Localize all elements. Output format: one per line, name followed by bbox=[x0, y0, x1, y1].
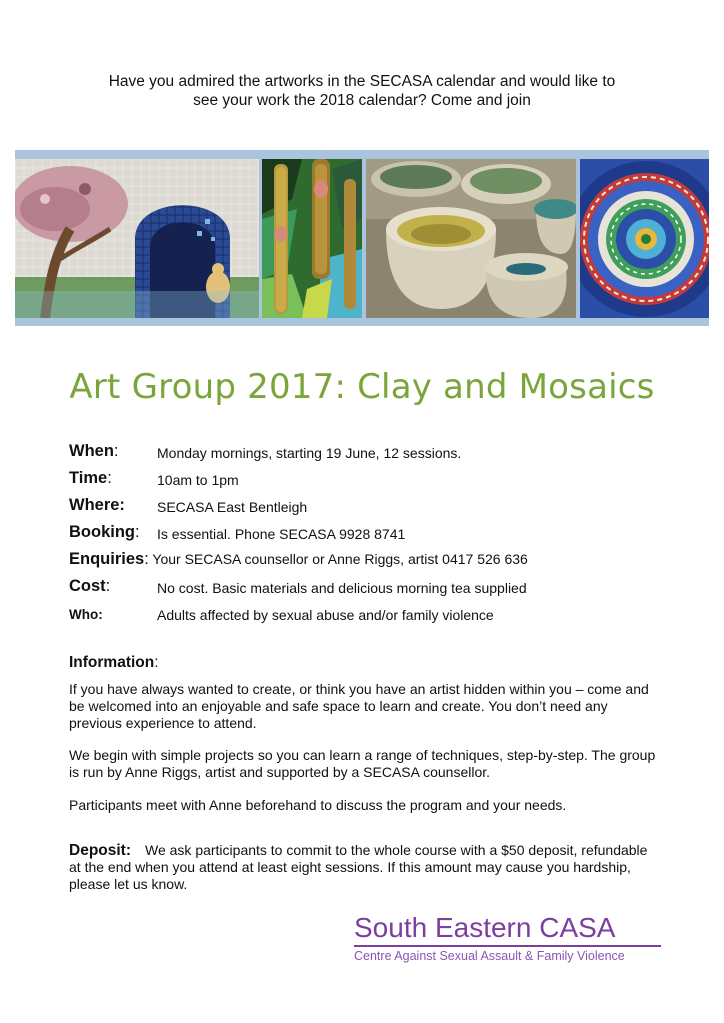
information-heading: Information: bbox=[69, 654, 159, 671]
detail-value-enquiries: Your SECASA counsellor or Anne Riggs, artist 0417 526 636 bbox=[148, 551, 528, 567]
detail-when: When: Monday mornings, starting 19 June, 12 sessions. bbox=[69, 442, 462, 461]
detail-where bbox=[69, 496, 689, 523]
banner-panel-tree-mosaic bbox=[15, 159, 259, 318]
detail-value-where: SECASA East Bentleigh bbox=[157, 499, 308, 515]
detail-cost: Cost: No cost. Basic materials and delicious morning tea supplied bbox=[69, 577, 527, 596]
detail-booking: Booking: Is essential. Phone SECASA 9928 8741 bbox=[69, 523, 406, 542]
banner-panel-clay-bowls bbox=[366, 159, 576, 318]
banner-panel-figures-mosaic bbox=[262, 159, 362, 318]
deposit-section bbox=[69, 842, 659, 893]
detail-label-who: Who: bbox=[69, 607, 103, 622]
detail-label-enquiries: Enquiries bbox=[69, 550, 145, 568]
detail-label-when: When bbox=[69, 442, 114, 460]
detail-time: Time: 10am to 1pm bbox=[69, 469, 239, 488]
deposit-text: We ask participants to commit to the whole course with a $50 deposit, refundable at the end when you attend at least eight sessions. If this amount may cause you hardship, please let us know. bbox=[69, 842, 648, 892]
deposit-label: Deposit: bbox=[69, 842, 131, 859]
secasa-logo bbox=[354, 912, 674, 963]
intro-line-2: see your work the 2018 calendar? Come and join bbox=[193, 92, 531, 109]
detail-label-time: Time bbox=[69, 469, 108, 487]
intro-line-1: Have you admired the artworks in the SECASA calendar and would like to bbox=[108, 73, 616, 90]
event-details bbox=[69, 442, 689, 631]
information-body bbox=[69, 681, 659, 830]
detail-value-booking: Is essential. Phone SECASA 9928 8741 bbox=[157, 526, 406, 542]
detail-label-where: Where: bbox=[69, 496, 125, 514]
detail-label-booking: Booking bbox=[69, 523, 135, 541]
detail-value-time: 10am to 1pm bbox=[157, 472, 239, 488]
detail-enquiries: Enquiries: Your SECASA counsellor or Anne Riggs, artist 0417 526 636 bbox=[69, 550, 528, 568]
information-paragraph: We begin with simple projects so you can learn a range of techniques, step-by-step. The group is run by Anne Riggs, artist and supported by a SECASA counsellor. bbox=[69, 747, 656, 781]
logo-divider bbox=[354, 945, 661, 947]
page-title: Art Group 2017: Clay and Mosaics bbox=[69, 367, 655, 407]
information-paragraph: If you have always wanted to create, or think you have an artist hidden within you – come and be welcomed into an enjoyable and safe space to learn and create. You don’t need any previous experience to attend. bbox=[69, 681, 649, 731]
intro-text bbox=[0, 72, 724, 110]
logo-subtitle: Centre Against Sexual Assault & Family Violence bbox=[354, 948, 625, 963]
banner-panel-circle-mosaic bbox=[580, 159, 709, 318]
detail-value-who: Adults affected by sexual abuse and/or family violence bbox=[157, 607, 494, 623]
artwork-banner bbox=[15, 150, 709, 326]
logo-name: South Eastern CASA bbox=[354, 912, 616, 943]
detail-who bbox=[69, 604, 689, 631]
information-paragraph: Participants meet with Anne beforehand to discuss the program and your needs. bbox=[69, 796, 567, 813]
detail-value-when: Monday mornings, starting 19 June, 12 sessions. bbox=[157, 445, 462, 461]
detail-value-cost: No cost. Basic materials and delicious morning tea supplied bbox=[157, 580, 527, 596]
detail-label-cost: Cost bbox=[69, 577, 106, 595]
